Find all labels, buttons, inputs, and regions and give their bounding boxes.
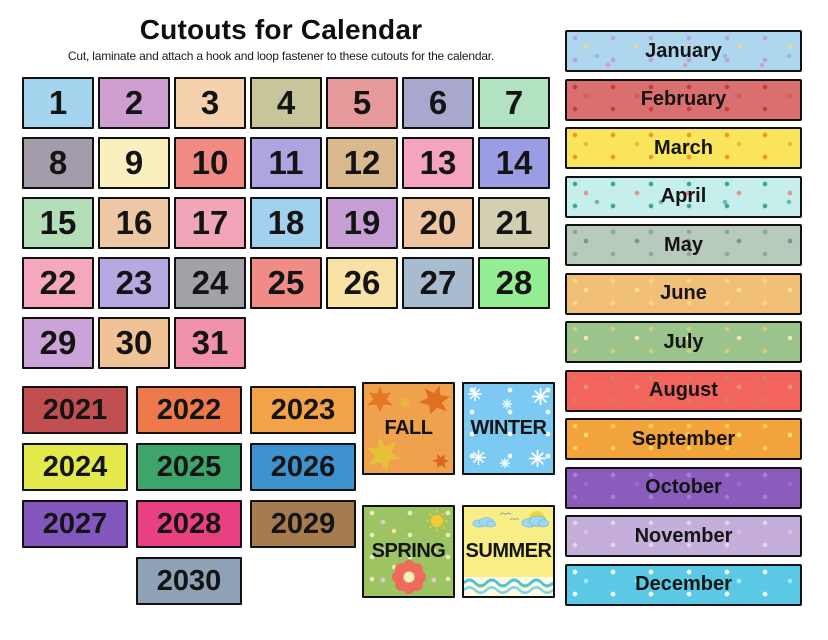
season-label: SUMMER: [465, 540, 552, 562]
day-number: 19: [343, 204, 381, 241]
day-cutout: [98, 257, 170, 309]
month-cutout: [565, 79, 802, 121]
year-number: 2029: [270, 507, 336, 540]
month-cutout: [565, 321, 802, 363]
day-number: 26: [343, 264, 381, 301]
day-number: 24: [191, 264, 229, 301]
day-cutout: [98, 197, 170, 249]
day-number: 4: [276, 84, 296, 121]
autumn-leaf-icon: [398, 395, 412, 409]
year-cutout: [136, 443, 242, 491]
snowflake-icon: [532, 388, 549, 405]
year-number: 2028: [156, 507, 222, 540]
day-cutout: [98, 77, 170, 129]
day-cutout: [478, 77, 550, 129]
month-label: July: [663, 330, 704, 353]
year-cutout: [22, 500, 128, 548]
flower-icon: [392, 560, 426, 594]
month-cutout: [565, 30, 802, 72]
month-cutouts-column: [565, 30, 802, 606]
year-number: 2024: [42, 450, 108, 483]
day-number: 12: [343, 144, 381, 181]
day-number: 5: [352, 84, 372, 121]
year-number: 2026: [270, 450, 336, 483]
year-cutout: [136, 500, 242, 548]
day-cutout: [250, 197, 322, 249]
month-cutout: [565, 467, 802, 509]
day-number: 16: [115, 204, 153, 241]
month-label: June: [660, 282, 707, 304]
day-cutout: [22, 257, 94, 309]
day-number: 31: [191, 324, 229, 361]
snowflake-icon: [500, 458, 510, 468]
day-number: 25: [267, 264, 305, 301]
day-cutout: [326, 77, 398, 129]
season-label: WINTER: [470, 417, 547, 439]
year-number: 2027: [42, 507, 108, 540]
month-label: April: [660, 185, 707, 207]
day-cutout: [402, 137, 474, 189]
snowflake-icon: [468, 387, 482, 401]
day-number: 29: [39, 324, 77, 361]
day-number: 27: [419, 264, 457, 301]
day-number: 18: [267, 204, 305, 241]
day-number: 3: [200, 84, 220, 121]
day-cutout: [174, 77, 246, 129]
day-number: 22: [39, 264, 77, 301]
cloud-icon: [472, 516, 496, 528]
day-number: 28: [495, 264, 533, 301]
day-number: 15: [39, 204, 77, 241]
day-number: 1: [48, 84, 68, 121]
day-number: 2: [124, 84, 144, 121]
snowflake-icon: [471, 450, 486, 465]
day-number: 17: [191, 204, 229, 241]
year-cutout: [250, 500, 356, 548]
month-label: December: [635, 573, 732, 595]
day-cutout: [174, 137, 246, 189]
day-cutout: [98, 317, 170, 369]
month-cutout: [565, 273, 802, 315]
season-cutout-winter: [462, 382, 555, 475]
year-cutout: [22, 443, 128, 491]
day-cutout: [22, 137, 94, 189]
day-number: 30: [115, 324, 153, 361]
year-cutout: [136, 386, 242, 434]
day-cutout: [250, 257, 322, 309]
day-number: 7: [504, 84, 524, 121]
day-cutout: [402, 77, 474, 129]
day-cutout: [174, 197, 246, 249]
day-number: 10: [191, 144, 229, 181]
day-number: 20: [419, 204, 457, 241]
page-subtitle: Cut, laminate and attach a hook and loop fastener to these cutouts for the calendar.: [67, 49, 495, 63]
day-cutout: [22, 77, 94, 129]
day-cutouts-grid: [22, 77, 550, 369]
month-label: August: [649, 379, 718, 401]
month-cutout: [565, 515, 802, 557]
day-cutout: [326, 197, 398, 249]
day-cutout: [326, 137, 398, 189]
day-cutout: [402, 197, 474, 249]
autumn-leaf-icon: [366, 437, 400, 471]
autumn-leaf-icon: [420, 385, 450, 415]
day-cutout: [250, 77, 322, 129]
month-label: September: [631, 427, 736, 450]
month-cutout: [565, 224, 802, 266]
year-number: 2022: [156, 393, 222, 426]
day-number: 8: [48, 144, 68, 181]
year-number: 2030: [156, 564, 222, 597]
season-cutout-fall: [362, 382, 455, 475]
snowflake-icon: [529, 450, 546, 467]
day-number: 14: [495, 144, 533, 181]
season-label: FALL: [384, 417, 433, 439]
day-cutout: [98, 137, 170, 189]
month-label: January: [645, 39, 722, 62]
day-cutout: [174, 317, 246, 369]
day-cutout: [250, 137, 322, 189]
month-label: May: [664, 233, 703, 256]
page-title: Cutouts for Calendar: [139, 14, 423, 45]
cloud-icon: [521, 514, 549, 528]
season-label: SPRING: [371, 540, 446, 562]
month-cutout: [565, 176, 802, 218]
day-number: 11: [268, 144, 304, 181]
day-cutout: [402, 257, 474, 309]
day-cutout: [326, 257, 398, 309]
bird-icon: [500, 511, 511, 516]
year-cutouts-grid: [22, 386, 356, 605]
bird-icon: [510, 517, 519, 521]
ocean-waves-icon: [464, 577, 553, 596]
day-cutout: [478, 137, 550, 189]
year-number: 2025: [156, 450, 222, 483]
day-cutout: [478, 197, 550, 249]
sun-icon: [426, 510, 448, 532]
month-cutout: [565, 127, 802, 169]
year-cutout: [22, 386, 128, 434]
month-label: March: [654, 136, 713, 159]
day-cutout: [174, 257, 246, 309]
season-cutout-summer: [462, 505, 555, 598]
month-label: October: [645, 476, 722, 498]
autumn-leaf-icon: [367, 386, 393, 412]
day-number: 9: [124, 144, 144, 181]
month-cutout: [565, 370, 802, 412]
day-number: 13: [419, 144, 457, 181]
day-number: 21: [495, 204, 533, 241]
header: [0, 14, 562, 63]
day-cutout: [478, 257, 550, 309]
month-cutout: [565, 564, 802, 606]
year-number: 2021: [42, 393, 108, 426]
day-number: 6: [428, 84, 448, 121]
day-cutout: [22, 317, 94, 369]
month-label: February: [640, 88, 727, 110]
day-cutout: [22, 197, 94, 249]
season-cutout-spring: [362, 505, 455, 598]
year-cutout: [250, 386, 356, 434]
day-number: 23: [115, 264, 153, 301]
snowflake-icon: [502, 399, 512, 409]
autumn-leaf-icon: [433, 453, 449, 469]
year-cutout: [136, 557, 242, 605]
month-label: November: [634, 524, 733, 547]
year-number: 2023: [270, 393, 336, 426]
year-cutout: [250, 443, 356, 491]
month-cutout: [565, 418, 802, 460]
